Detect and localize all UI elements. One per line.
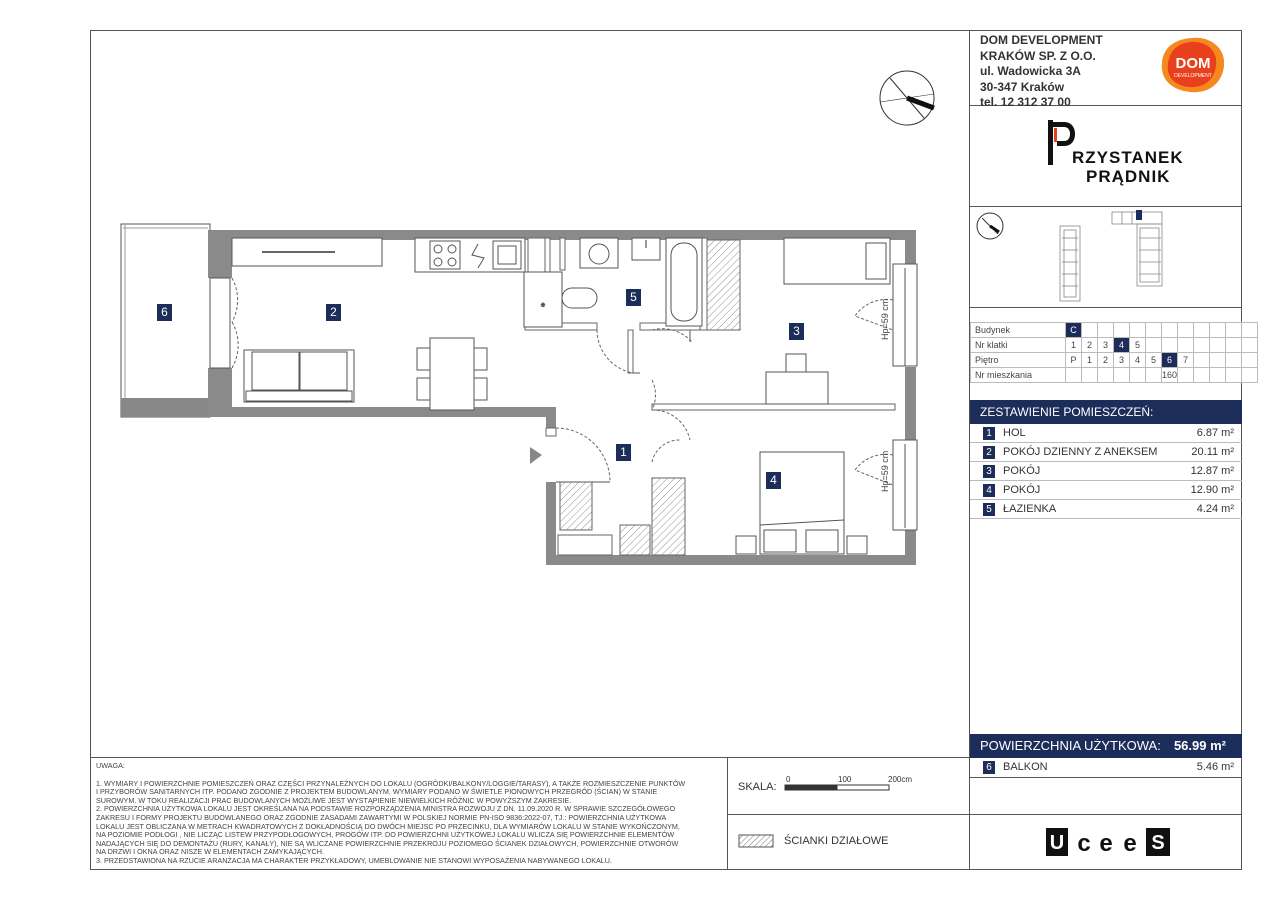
- location-cell: [1226, 338, 1242, 353]
- room-name: POKÓJ DZIENNY Z ANEKSEM: [1003, 446, 1158, 458]
- location-cell: 4: [1114, 338, 1130, 353]
- location-table: [970, 322, 1258, 383]
- company-city: 30-347 Kraków: [980, 79, 1065, 94]
- location-cell: [1146, 368, 1162, 383]
- entrance-arrow-icon: [530, 447, 542, 464]
- location-cell: 5: [1130, 338, 1146, 353]
- balcony-row: [970, 758, 1242, 777]
- bed: [736, 452, 867, 554]
- company-info: [980, 33, 1103, 111]
- scale-tick-0: 0: [786, 775, 791, 784]
- location-cell: [1210, 368, 1226, 383]
- balcony-num: 6: [983, 761, 995, 774]
- location-cell: [1194, 368, 1210, 383]
- rooms-header: ZESTAWIENIE POMIESZCZEŃ:: [970, 400, 1242, 424]
- room-number: 3: [983, 465, 995, 478]
- location-row: [971, 323, 1258, 338]
- note-line: NA DRZWI I OKNA ORAZ NISZE W ELEMENTACH ZAMYKAJĄCYCH.: [96, 847, 324, 857]
- svg-text:e: e: [1099, 830, 1113, 857]
- dom-development-logo: [1158, 36, 1228, 96]
- room-area: 20.11 m²: [1191, 446, 1234, 458]
- notes-title: UWAGA:: [96, 761, 125, 770]
- svg-text:*: *: [541, 302, 545, 313]
- company-name-2: KRAKÓW SP. Z O.O.: [980, 48, 1096, 63]
- location-cell: 7: [1178, 353, 1194, 368]
- location-cell: [1210, 353, 1226, 368]
- notes-body: [96, 780, 716, 866]
- room-number: 5: [983, 503, 995, 516]
- location-cell: [1178, 338, 1194, 353]
- room-name: ŁAZIENKA: [1003, 503, 1057, 515]
- total-area-value: 56.99 m²: [1173, 738, 1226, 753]
- company-phone: tel. 12 312 37 00: [980, 95, 1071, 109]
- location-cell: [1242, 353, 1258, 368]
- room-name: POKÓJ: [1003, 484, 1041, 496]
- sofa: [244, 350, 354, 402]
- location-cell: 3: [1098, 338, 1114, 353]
- location-cell: [1114, 323, 1130, 338]
- location-cell: 1: [1082, 353, 1098, 368]
- room-number: 2: [983, 446, 995, 459]
- room-area: 6.87 m²: [1196, 427, 1234, 439]
- divider: [727, 814, 1242, 815]
- note-line: 2. POWIERZCHNIA UŻYTKOWA LOKALU JEST OKREŚLANA NA PODSTAWIE ROZPORZĄDZENIA MINISTRA ROZWOJU Z DN. 11.09.2020 R. W SPRAWIE SZCZEGÓŁOWEGO: [96, 804, 676, 814]
- unit-highlight: [1136, 210, 1142, 220]
- scale-tick-200: 200cm: [888, 775, 913, 784]
- location-cell: [1098, 323, 1114, 338]
- location-cell: [1226, 323, 1242, 338]
- company-name: DOM DEVELOPMENT: [980, 33, 1103, 47]
- note-line: 1. WYMIARY I POWIERZCHNIE POMIESZCZEŃ ORAZ CZĘŚCI PRZYNALEŻNYCH DO LOKALU (OGRÓDKI/BALKONY/LOGGIE/TARASY), A TAKŻE ROZMIESZCZENIE PUNKTÓW: [96, 778, 686, 788]
- notes: [96, 762, 716, 866]
- location-cell: [1242, 368, 1258, 383]
- project-name: [1072, 148, 1184, 186]
- location-row-label: Piętro: [971, 353, 1066, 368]
- height-note-room-4: Hp=59 cm: [880, 450, 890, 492]
- svg-text:U: U: [1049, 832, 1065, 854]
- kitchen-counter: [232, 238, 525, 272]
- location-cell: 6: [1162, 353, 1178, 368]
- room-area: 12.87 m²: [1190, 465, 1234, 477]
- scale-bar: [784, 784, 892, 792]
- svg-text:S: S: [1151, 832, 1165, 854]
- dining-table: [417, 338, 487, 410]
- note-line: I PRZYBORÓW SANITARNYCH ITP. PODANO ZGODNIE Z PROJEKTEM BUDOWLANYM. WYMIARY PODANO W ŚWIETLE PIONOWYCH PRZEGRÓD (ŚCIAN) W STANIE: [96, 787, 658, 797]
- svg-text:e: e: [1123, 830, 1137, 857]
- height-note-room-3: Hp=59 cm: [880, 298, 890, 340]
- bathroom-fixtures: [524, 238, 702, 327]
- location-cell: 160: [1162, 368, 1178, 383]
- room-row: [970, 443, 1242, 462]
- location-cell: 3: [1114, 353, 1130, 368]
- ucees-logo: [1046, 828, 1172, 858]
- room-label-3: 3: [789, 323, 804, 340]
- location-cell: 2: [1082, 338, 1098, 353]
- room-label-6: 6: [157, 304, 172, 321]
- location-cell: [1146, 323, 1162, 338]
- note-line: LOKALU JEST OBLICZANA W METRACH KWADRATOWYCH Z DOKŁADNOŚCIĄ DO DWÓCH MIEJSC PO PRZECINKU, DLA WYMIARÓW LOKALU W STANIE WYKOŃCZONYM,: [96, 821, 680, 831]
- note-line: SUROWYM. W TOKU REALIZACJI PRAC BUDOWLANYCH MOŻLIWE JEST WYSTĄPIENIE NIEWIELKICH RÓŻNIC W POWYŻSZYM ZAKRESIE.: [96, 795, 572, 805]
- room-row: [970, 500, 1242, 519]
- location-cell: [1082, 323, 1098, 338]
- location-cell: [1130, 323, 1146, 338]
- location-cell: [1162, 338, 1178, 353]
- location-cell: [1242, 323, 1258, 338]
- divider: [969, 777, 1242, 778]
- location-cell: [1082, 368, 1098, 383]
- location-cell: [1066, 368, 1082, 383]
- company-street: ul. Wadowicka 3A: [980, 64, 1081, 78]
- location-cell: [1178, 323, 1194, 338]
- scale-tick-100: 100: [838, 775, 852, 784]
- room-area: 12.90 m²: [1190, 484, 1234, 496]
- scale-label: SKALA:: [738, 781, 777, 793]
- room-label-1: 1: [616, 444, 631, 461]
- total-area-label: POWIERZCHNIA UŻYTKOWA:: [980, 738, 1161, 753]
- building-outline: [1060, 212, 1162, 301]
- legend-label: ŚCIANKI DZIAŁOWE: [784, 835, 889, 847]
- divider: [969, 307, 1242, 308]
- location-cell: C: [1066, 323, 1082, 338]
- room-3-furniture: [766, 238, 890, 404]
- location-row: [971, 338, 1258, 353]
- location-row: [971, 368, 1258, 383]
- location-row-label: Budynek: [971, 323, 1066, 338]
- project-name-line1: RZYSTANEK: [1072, 148, 1184, 167]
- location-cell: 1: [1066, 338, 1082, 353]
- room-name: HOL: [1003, 427, 1026, 439]
- location-cell: [1226, 353, 1242, 368]
- partition-legend-swatch: [738, 834, 774, 848]
- location-row-label: Nr mieszkania: [971, 368, 1066, 383]
- location-cell: [1146, 338, 1162, 353]
- location-cell: 4: [1130, 353, 1146, 368]
- location-row-label: Nr klatki: [971, 338, 1066, 353]
- room-label-5: 5: [626, 289, 641, 306]
- location-cell: [1098, 368, 1114, 383]
- note-line: ZAKRESU I FORMY PROJEKTU BUDOWLANEGO ORAZ ZGODNIE ZASADAMI ZAWARTYMI W POLSKIEJ NORMIE PN-ISO 9836:2022-07, TJ.: POWIERZCHNIA UŻYTKOWA: [96, 812, 667, 822]
- room-row: [970, 481, 1242, 500]
- note-line: 3. PRZEDSTAWIONA NA RZUCIE ARANŻACJA MA CHARAKTER PRZYKŁADOWY, UMEBLOWANIE NIE STANOWI WYPOSAŻENIA NABYWANEGO LOKALU.: [96, 855, 612, 865]
- divider: [969, 206, 1242, 207]
- location-cell: [1194, 338, 1210, 353]
- location-cell: [1226, 368, 1242, 383]
- room-name: POKÓJ: [1003, 465, 1041, 477]
- location-cell: P: [1066, 353, 1082, 368]
- project-name-line2: PRĄDNIK: [1086, 167, 1171, 186]
- location-cell: [1114, 368, 1130, 383]
- note-line: NA POZIOMIE PODŁOGI , NIE LICZĄC LISTEW PRZYPODŁOGOWYCH, PROGÓW ITP. DO POWIERZCHNI UŻYTKOWEJ LOKALU WLICZA SIĘ POWIERZCHNIE ELEMENTÓW: [96, 830, 675, 840]
- location-cell: [1242, 338, 1258, 353]
- location-cell: [1210, 338, 1226, 353]
- location-cell: 2: [1098, 353, 1114, 368]
- room-label-2: 2: [326, 304, 341, 321]
- north-arrow-icon: [880, 71, 934, 125]
- room-number: 4: [983, 484, 995, 497]
- dom-logo-subtext: DEVELOPMENT: [1174, 73, 1212, 79]
- room-label-4: 4: [766, 472, 781, 489]
- balcony-name: BALKON: [1003, 761, 1048, 773]
- balcony-area: 5.46 m²: [1196, 761, 1234, 773]
- location-row: [971, 353, 1258, 368]
- total-area: [970, 734, 1242, 758]
- svg-text:c: c: [1077, 830, 1091, 857]
- dom-logo-text: DOM: [1175, 55, 1211, 72]
- room-row: [970, 424, 1242, 443]
- room-number: 1: [983, 427, 995, 440]
- location-cell: 5: [1146, 353, 1162, 368]
- room-row: [970, 462, 1242, 481]
- location-cell: [1162, 323, 1178, 338]
- location-cell: [1130, 368, 1146, 383]
- location-cell: [1194, 323, 1210, 338]
- location-cell: [1210, 323, 1226, 338]
- location-cell: [1178, 368, 1194, 383]
- room-area: 4.24 m²: [1196, 503, 1234, 515]
- location-cell: [1194, 353, 1210, 368]
- note-line: NADAJĄCYCH SIĘ DO DEMONTAŻU (RURY, KANAŁY), NIE SĄ WLICZANE POWIERZCHNIE PRZEKROJU POZIOMEGO ŚCIANEK DZIAŁOWYCH, POWIERZCHNIE OTWORÓW: [96, 838, 679, 848]
- key-plan: [972, 208, 1240, 306]
